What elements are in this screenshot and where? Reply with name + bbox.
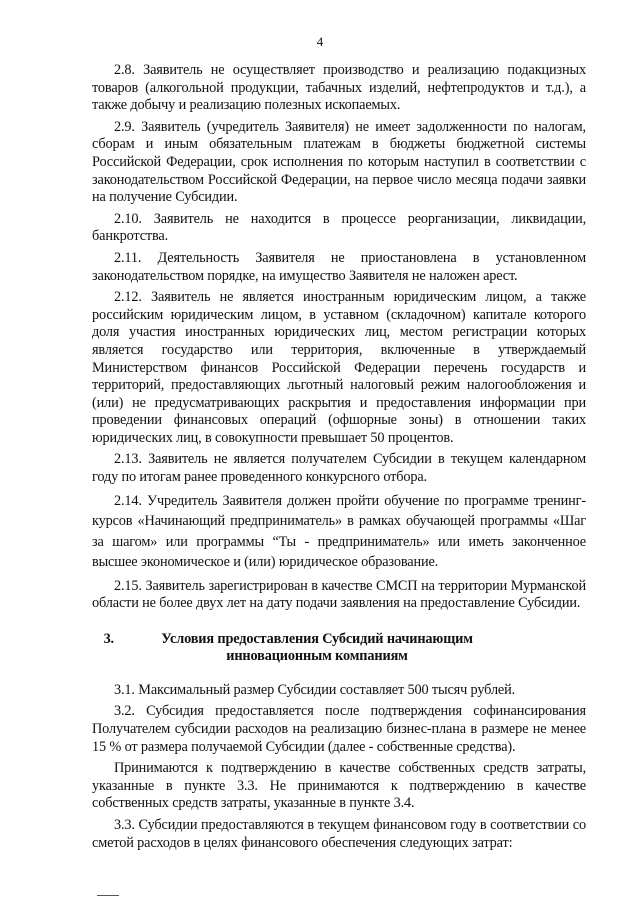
paragraph-2-9: 2.9. Заявитель (учредитель Заявителя) не имеет задолженности по налогам, сборам и иным обязательным платежам в бюджеты бюджетной системы Российской Федерации, срок исполнения по которым наступил в соответствии с законодательством Российской Федерации, на первое число месяца подачи заявки на получение Субсидии. bbox=[92, 118, 586, 206]
paragraph-3-2-note: Принимаются к подтверждению в качестве собственных средств затраты, указанные в пункте 3.3. Не принимаются к подтверждению в качестве собственных средств затраты, указанные в пункте 3.4. bbox=[92, 760, 586, 812]
paragraph-2-13: 2.13. Заявитель не является получателем Субсидии в текущем календарном году по итогам ранее проведенного конкурсного отбора. bbox=[92, 451, 586, 486]
paragraph-2-12: 2.12. Заявитель не является иностранным юридическим лицом, а также российским юридическим лицом, в уставном (складочном) капитале которого доля участия иностранных юридических лиц, местом регистрации которых является государство или территория, включенные в утверждаемый Министерством финансов Российской Федерации перечень государств и территорий, предоставляющих льготный налоговый режим налогообложения и (или) не предусматривающих раскрытия и предоставления информации при проведении финансовых операций (офшорные зоны) в отношении таких юридических лиц, в совокупности превышает 50 процентов. bbox=[92, 289, 586, 446]
paragraph-2-11: 2.11. Деятельность Заявителя не приостановлена в установленном законодательством порядке, на имущество Заявителя не наложен арест. bbox=[92, 249, 586, 284]
page-number: 4 bbox=[316, 34, 324, 49]
paragraph-2-14: 2.14. Учредитель Заявителя должен пройти обучение по программе тренинг-курсов «Начинающий предприниматель» в рамках обучающей программы «Шаг за шагом» или программы “Ты - предприниматель» или иметь законченное высшее экономическое и (или) юридическое образование. bbox=[92, 492, 586, 571]
section-heading bbox=[92, 631, 586, 666]
paragraph-2-10: 2.10. Заявитель не находится в процессе реорганизации, ликвидации, банкротства. bbox=[92, 210, 586, 245]
footer-rule bbox=[97, 895, 119, 896]
section-number: 3. bbox=[103, 630, 114, 647]
document-body bbox=[92, 62, 586, 856]
paragraph-2-15: 2.15. Заявитель зарегистрирован в качестве СМСП на территории Мурманской области не более двух лет на дату подачи заявления на предоставление Субсидии. bbox=[92, 577, 586, 612]
section-title: Условия предоставления Субсидий начинающим инновационным компаниям bbox=[161, 630, 473, 665]
paragraph-3-1: 3.1. Максимальный размер Субсидии составляет 500 тысяч рублей. bbox=[114, 681, 516, 698]
paragraph-3-3: 3.3. Субсидии предоставляются в текущем финансовом году в соответствии со сметой расходов в целях финансового обеспечения следующих затрат: bbox=[92, 817, 586, 851]
paragraph-2-8: 2.8. Заявитель не осуществляет производство и реализацию подакцизных товаров (алкогольной продукции, табачных изделий, нефтепродуктов и т.д.), а также добычу и реализацию полезных ископаемых. bbox=[92, 62, 586, 114]
paragraph-3-2: 3.2. Субсидия предоставляется после подтверждения софинансирования Получателем субсидии расходов на реализацию бизнес-плана в размере не менее 15 % от размера получаемой Субсидии (далее - собственные средства). bbox=[92, 703, 586, 755]
